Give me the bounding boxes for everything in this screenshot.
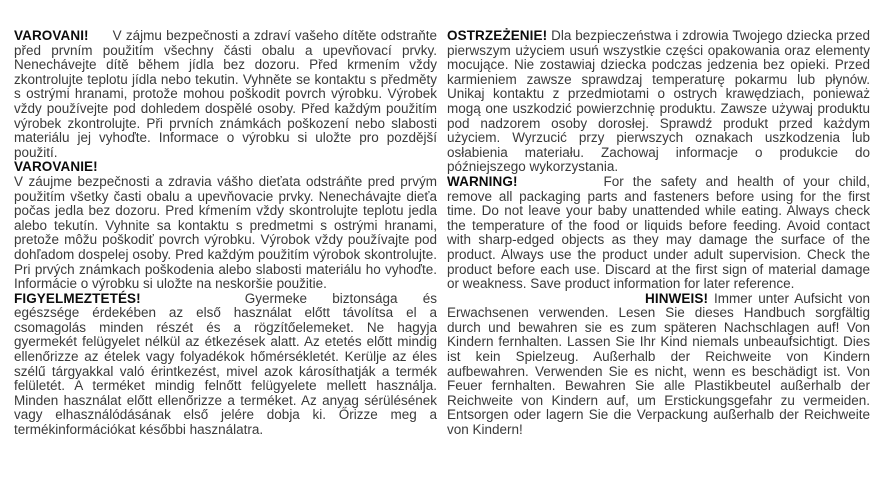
body-czech: V zájmu bezpečnosti a zdraví vašeho dítěte odstraňte před prvním použitím všechny části obalu a upevňovací prvky. Nenechávejte dítě během jídla bez dozoru. Před krmením vždy zkontrolujte teplotu jídla nebo tekutin. Vyhněte se kontaktu s předměty s ostrými hranami, protože mohou poškodit povrch výrobku. Výrobek vždy používejte pod dohledem dospělé osoby. Před každým použitím výrobek zkontrolujte. Při prvních známkách poškození nebo slabosti materiálu jej vyhoďte. Informace o výrobku si uložte pro pozdější použití. <box>14 28 437 160</box>
heading-hungarian: FIGYELMEZTETÉS! <box>14 290 141 306</box>
section-warning-polish <box>447 29 870 175</box>
heading-polish: OSTRZEŻENIE! <box>447 28 548 43</box>
body-slovak: V záujme bezpečnosti a zdravia vášho dieťata odstráňte pred prvým použitím všetky časti obalu a upevňovacie prvky. Nenechávajte dieťa počas jedla bez dozoru. Pred kŕmením vždy skontrolujte teplotu jedla alebo tekutín. Vyhnite sa kontaktu s predmetmi s ostrými hranami, pretože môžu poškodiť povrch výrobku. Výrobok vždy používajte pod dohľadom dospelej osoby. Pred každým použitím výrobok skontrolujte. Pri prvých známkach poškodenia alebo slabosti materiálu ho vyhoďte. Informácie o výrobku si uložte na neskoršie použitie. <box>14 173 437 292</box>
heading-slovak: VAROVANIE! <box>14 159 98 175</box>
section-warning-czech <box>14 29 437 160</box>
heading-gap-czech <box>89 39 113 40</box>
left-column <box>14 29 437 494</box>
heading-english: WARNING! <box>447 173 518 189</box>
body-german: Immer unter Aufsicht von Erwachsenen verwenden. Lesen Sie dieses Handbuch sorgfältig durch und bewahren sie es zum späteren Nachschlagen auf! Von Kindern fernhalten. Lassen Sie Ihr Kind niemals unbeaufsichtigt. Dies ist kein Spielzeug. Außerhalb der Reichweite von Kindern aufbewahren. Verwenden Sie es nicht, wenn es beschädigt ist. Von Feuer fernhalten. Bewahren Sie alle Plastikbeutel außerhalb der Reichweite von Kindern auf, um Erstickungsgefahr zu vermeiden. Entsorgen oder lagern Sie die Verpackung außerhalb der Reichweite von Kindern! <box>447 290 870 438</box>
right-column <box>447 29 870 494</box>
section-warning-german <box>447 292 870 438</box>
heading-czech: VAROVANI! <box>14 28 89 43</box>
section-warning-slovak <box>14 160 437 291</box>
heading-gap-hungarian <box>141 302 245 303</box>
heading-german: HINWEIS! <box>645 290 709 306</box>
heading-gap-english <box>518 185 604 186</box>
section-warning-english <box>447 175 870 292</box>
section-warning-hungarian <box>14 292 437 438</box>
body-polish: Dla bezpieczeństwa i zdrowia Twojego dziecka przed pierwszym użyciem usuń wszystkie części opakowania oraz elementy mocujące. Nie zostawiaj dziecka podczas jedzenia bez opieki. Przed karmieniem zawsze sprawdzaj temperaturę pokarmu lub płynów. Unikaj kontaktu z przedmiotami o ostrych krawędziach, ponieważ mogą one uszkodzić powierzchnię produktu. Zawsze używaj produktu pod nadzorem osoby dorosłej. Sprawdź produkt przed każdym użyciem. Wyrzucić przy pierwszych oznakach uszkodzenia lub osłabienia materiału. Zachowaj informacje o produkcie do późniejszego wykorzystania. <box>447 28 870 175</box>
body-hungarian: Gyermeke biztonsága és egészsége érdekében az első használat előtt távolítsa el a csomagolás minden részét és a rögzítőelemeket. Ne hagyja gyermekét felügyelet nélkül az étkezések alatt. Az etetés előtt mindig ellenőrizze az ételek vagy folyadékok hőmérsékletét. Kerülje az éles szélű tárgyakkal való érintkezést, mivel azok károsíthatják a termék felületét. A terméket mindig felnőtt felügyelete mellett használja. Minden használat előtt ellenőrizze a terméket. Az anyag sérülésének vagy elhasználódásának első jelére dobja ki. Őrizze meg a termékinformációkat későbbi használatra. <box>14 290 437 438</box>
body-english: For the safety and health of your child, remove all packaging parts and fasteners before using for the first time. Do not leave your baby unattended while eating. Always check the temperature of the food or liquids before feeding. Avoid contact with sharp-edged objects as they may damage the surface of the product. Always use the product under adult supervision. Check the product before each use. Discard at the first sign of material damage or weakness. Save product information for later reference. <box>447 173 870 292</box>
